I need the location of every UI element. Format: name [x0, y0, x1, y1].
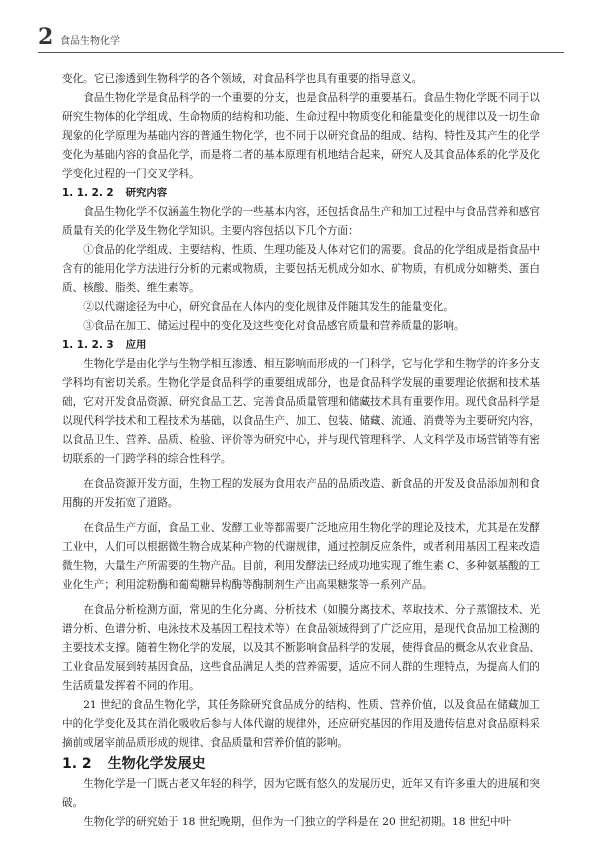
paragraph-history-1: 生物化学是一门既古老又年轻的科学，因为它既有悠久的发展历史，近年又有许多重大的进展和突破。	[62, 778, 540, 809]
paragraph-application-5: 21 世纪的食品生物化学，其任务除研究食品成分的结构、性质、营养价值，以及食品在储藏加工中的化学变化及其在消化吸收后参与人体代谢的规律外，还应研究基因的作用及遗传信息对食品原料采摘前或屠宰前品质形成的规律、食品质量和营养价值的影响。	[62, 699, 540, 749]
paragraph-definition: 食品生物化学是食品科学的一个重要的分支，也是食品科学的重要基石。食品生物化学既不同于以研究生物体的化学组成、生命物质的结构和功能、生命过程中物质变化和能量变化的规律以及一切生命现象的化学原理为基础内容的普通生物化学，也不同于以研究食品的组成、结构、特性及其产生的化学变化为基础内容的食品化学，而是将二者的基本原理有机地结合起来，研究人及其食品体系的化学及化学变化过程的一门交叉学科。	[62, 92, 540, 180]
list-item-2: ②以代谢途径为中心，研究食品在人体内的变化规律及伴随其发生的能量变化。	[83, 301, 454, 313]
page-header	[38, 24, 564, 50]
section-number: 1. 1. 2. 3	[62, 339, 114, 351]
running-title: 食品生物化学	[60, 36, 120, 47]
paragraph-application-1: 生物化学是由化学与生物学相互渗透、相互影响而形成的一门科学，它与化学和生物学的许多分支学科均有密切关系。生物化学是食品科学的重要组成部分，也是食品科学发展的重要理论依据和技术基础，它对开发食品资源、研究食品工艺、完善食品质量管理和储藏技术具有重要作用。现代食品科学是以现代科学技术和工程技术为基础，以食品生产、加工、包装、储藏、流通、消费等为主要研究内容，以食品卫生、营养、品质、检验、评价等为研究中心，并与现代管理科学、人文科学及市场营销等有密切联系的一门跨学科的综合性科学。	[62, 358, 540, 465]
paragraph-application-3: 在食品生产方面，食品工业、发酵工业等都需要广泛地应用生物化学的理论及技术，尤其是在发酵工业中，人们可以根据微生物合成某种产物的代谢规律，通过控制反应条件，或者利用基因工程来改造微生物，大量生产所需要的生物产品。目前，利用发酵法已经成功地实现了维生素 C、多种氨基酸的工业化生产；利用淀粉酶和葡萄糖异构酶等酶制剂生产出高果糖浆等一系列产品。	[62, 522, 540, 591]
page-body	[62, 70, 540, 832]
page-number: 2	[38, 24, 54, 50]
list-item-3: ③食品在加工、储运过程中的变化及这些变化对食品感官质量和营养质量的影响。	[83, 320, 465, 332]
section-heading-research-content	[62, 184, 540, 203]
list-item-1: ①食品的化学组成、主要结构、性质、生理功能及人体对它们的需要。食品的化学组成是指食品中含有的能用化学方法进行分析的元素或物质，主要包括无机成分如水、矿物质，有机成分如糖类、蛋白质、核酸、脂类、维生素等。	[62, 244, 540, 294]
paragraph-research-content: 食品生物化学不仅涵盖生物化学的一些基本内容，还包括食品生产和加工过程中与食品营养和感官质量有关的化学及生物化学知识。主要内容包括以下几个方面：	[62, 206, 540, 237]
paragraph-history-2: 生物化学的研究始于 18 世纪晚期，但作为一门独立的学科是在 20 世纪初期。18 世纪中叶	[83, 816, 512, 828]
section-title: 生物化学发展史	[107, 756, 206, 772]
paragraph-application-2: 在食品资源开发方面，生物工程的发展为食用农产品的品质改造、新食品的开发及食品添加剂和食用酶的开发拓宽了道路。	[62, 478, 540, 509]
paragraph-intro: 变化。它已渗透到生物科学的各个领域，对食品科学也具有重要的指导意义。	[62, 73, 423, 85]
header-rule	[38, 52, 564, 53]
paragraph-application-4: 在食品分析检测方面，常见的生化分离、分析技术（如膜分离技术、萃取技术、分子蒸馏技术、光谱分析、色谱分析、电泳技术及基因工程技术等）在食品领域得到了广泛应用，是现代食品加工检测的主要技术支撑。随着生物化学的发展，以及其不断影响食品科学的发展，使得食品的概念从农业食品、工业食品发展到转基因食品，这些食品满足人类的营养需要，适应不同人群的生理特点，为提高人们的生活质量发挥着不同的作用。	[62, 604, 540, 692]
section-heading-application	[62, 336, 540, 355]
section-number: 1. 1. 2. 2	[62, 187, 114, 199]
section-title: 应用	[125, 339, 147, 351]
section-number: 1. 2	[62, 756, 92, 772]
section-title: 研究内容	[125, 187, 168, 199]
section-heading-history	[62, 753, 540, 775]
